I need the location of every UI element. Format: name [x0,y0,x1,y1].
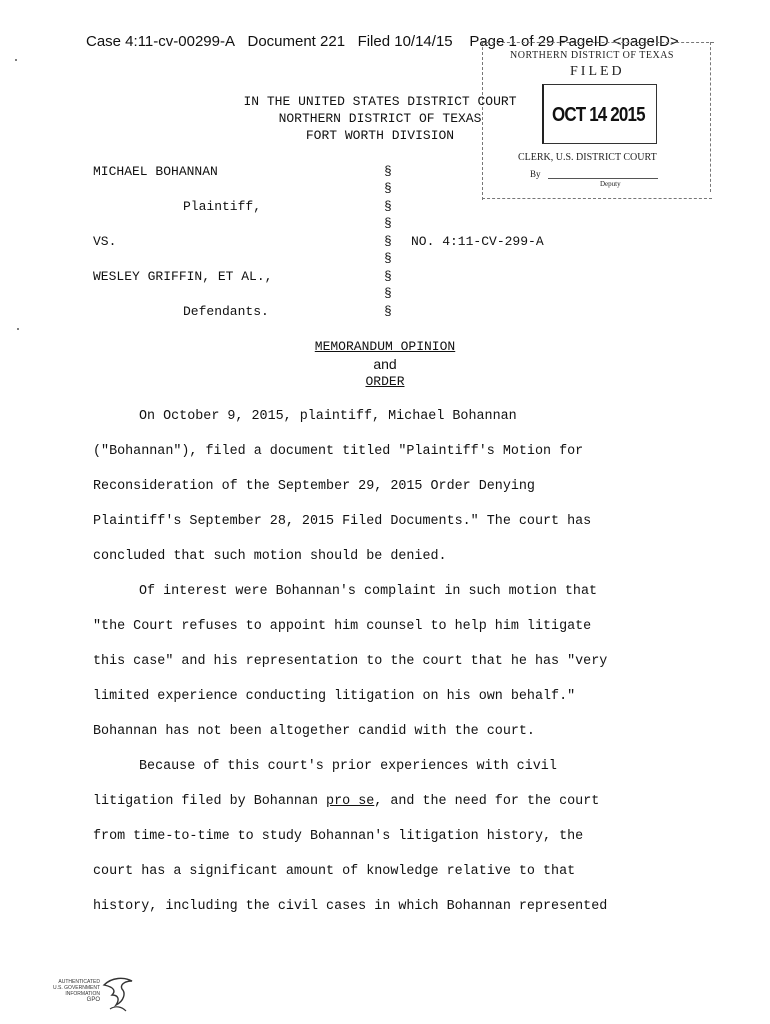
stamp-deputy: Deputy [600,180,621,188]
body-line: "the Court refuses to appoint him counsel to help him litigate [93,619,592,634]
gpo-line: GPO [86,997,100,1003]
body-line: from time-to-time to study Bohannan's litigation history, the [93,829,584,844]
body-line: Plaintiff's September 28, 2015 Filed Documents." The court has [93,514,592,529]
plaintiff-name: MICHAEL BOHANNAN [93,164,218,179]
section-mark: § [384,164,392,179]
section-mark: § [384,286,392,301]
scan-speck [15,59,17,61]
gpo-line: INFORMATION [65,991,100,997]
gpo-text [42,979,100,1003]
filed-date: Filed 10/14/15 [357,33,453,50]
eagle-icon [98,975,138,1015]
court-division: FORT WORTH DIVISION [305,128,455,143]
court-district: NORTHERN DISTRICT OF TEXAS [278,111,482,126]
body-line: Of interest were Bohannan's complaint in such motion that [139,584,598,599]
body-line: court has a significant amount of knowledge relative to that [93,864,576,879]
section-mark: § [384,199,392,214]
court-name: IN THE UNITED STATES DISTRICT COURT [243,94,517,109]
gpo-line: AUTHENTICATED [58,979,100,985]
stamp-date: OCT 14 2015 [552,104,645,126]
title-order: ORDER [365,374,405,389]
section-mark: § [384,304,392,319]
pro-se-term: pro se [326,794,375,809]
plaintiff-role: Plaintiff, [183,199,262,214]
stamp-district: NORTHERN DISTRICT OF TEXAS [510,50,674,61]
body-text: litigation filed by Bohannan [93,794,327,809]
page-count: Page 1 of 29 [469,33,555,50]
document-number: Document 221 [247,33,346,50]
defendant-name: WESLEY GRIFFIN, ET AL., [93,269,273,284]
section-mark: § [384,251,392,266]
section-mark: § [384,181,392,196]
section-mark: § [384,269,392,284]
section-mark: § [384,234,392,249]
document-title [0,339,770,354]
body-line: On October 9, 2015, plaintiff, Michael Bohannan [139,409,517,424]
case-no: NO. 4:11-CV-299-A [411,234,544,249]
body-line: Reconsideration of the September 29, 2015 Order Denying [93,479,535,494]
defendant-role: Defendants. [183,304,269,319]
versus: VS. [93,234,117,249]
body-line: history, including the civil cases in which Bohannan represented [93,899,608,914]
body-line: limited experience conducting litigation on his own behalf." [93,689,576,704]
stamp-clerk: CLERK, U.S. DISTRICT COURT [518,152,657,163]
body-line: concluded that such motion should be denied. [93,549,447,564]
title-memorandum: MEMORANDUM OPINION [314,339,456,354]
gpo-authentication-logo [42,975,132,1015]
body-line [93,794,599,809]
body-line: Bohannan has not been altogether candid with the court. [93,724,535,739]
body-line: ("Bohannan"), filed a document titled "Plaintiff's Motion for [93,444,584,459]
page-id: PageID <pageID> [558,33,679,50]
gpo-line: U.S. GOVERNMENT [53,985,100,991]
section-mark: § [384,216,392,231]
body-line: Because of this court's prior experiences with civil [139,759,557,774]
body-text: , and the need for the court [374,794,600,809]
title-order-wrap [0,374,770,389]
body-line: this case" and his representation to the court that he has "very [93,654,608,669]
scan-speck [17,328,19,330]
case-number: Case 4:11-cv-00299-A [86,33,235,50]
title-and: and [373,356,397,372]
stamp-by: By [530,169,541,179]
stamp-filed: FILED [570,64,625,79]
